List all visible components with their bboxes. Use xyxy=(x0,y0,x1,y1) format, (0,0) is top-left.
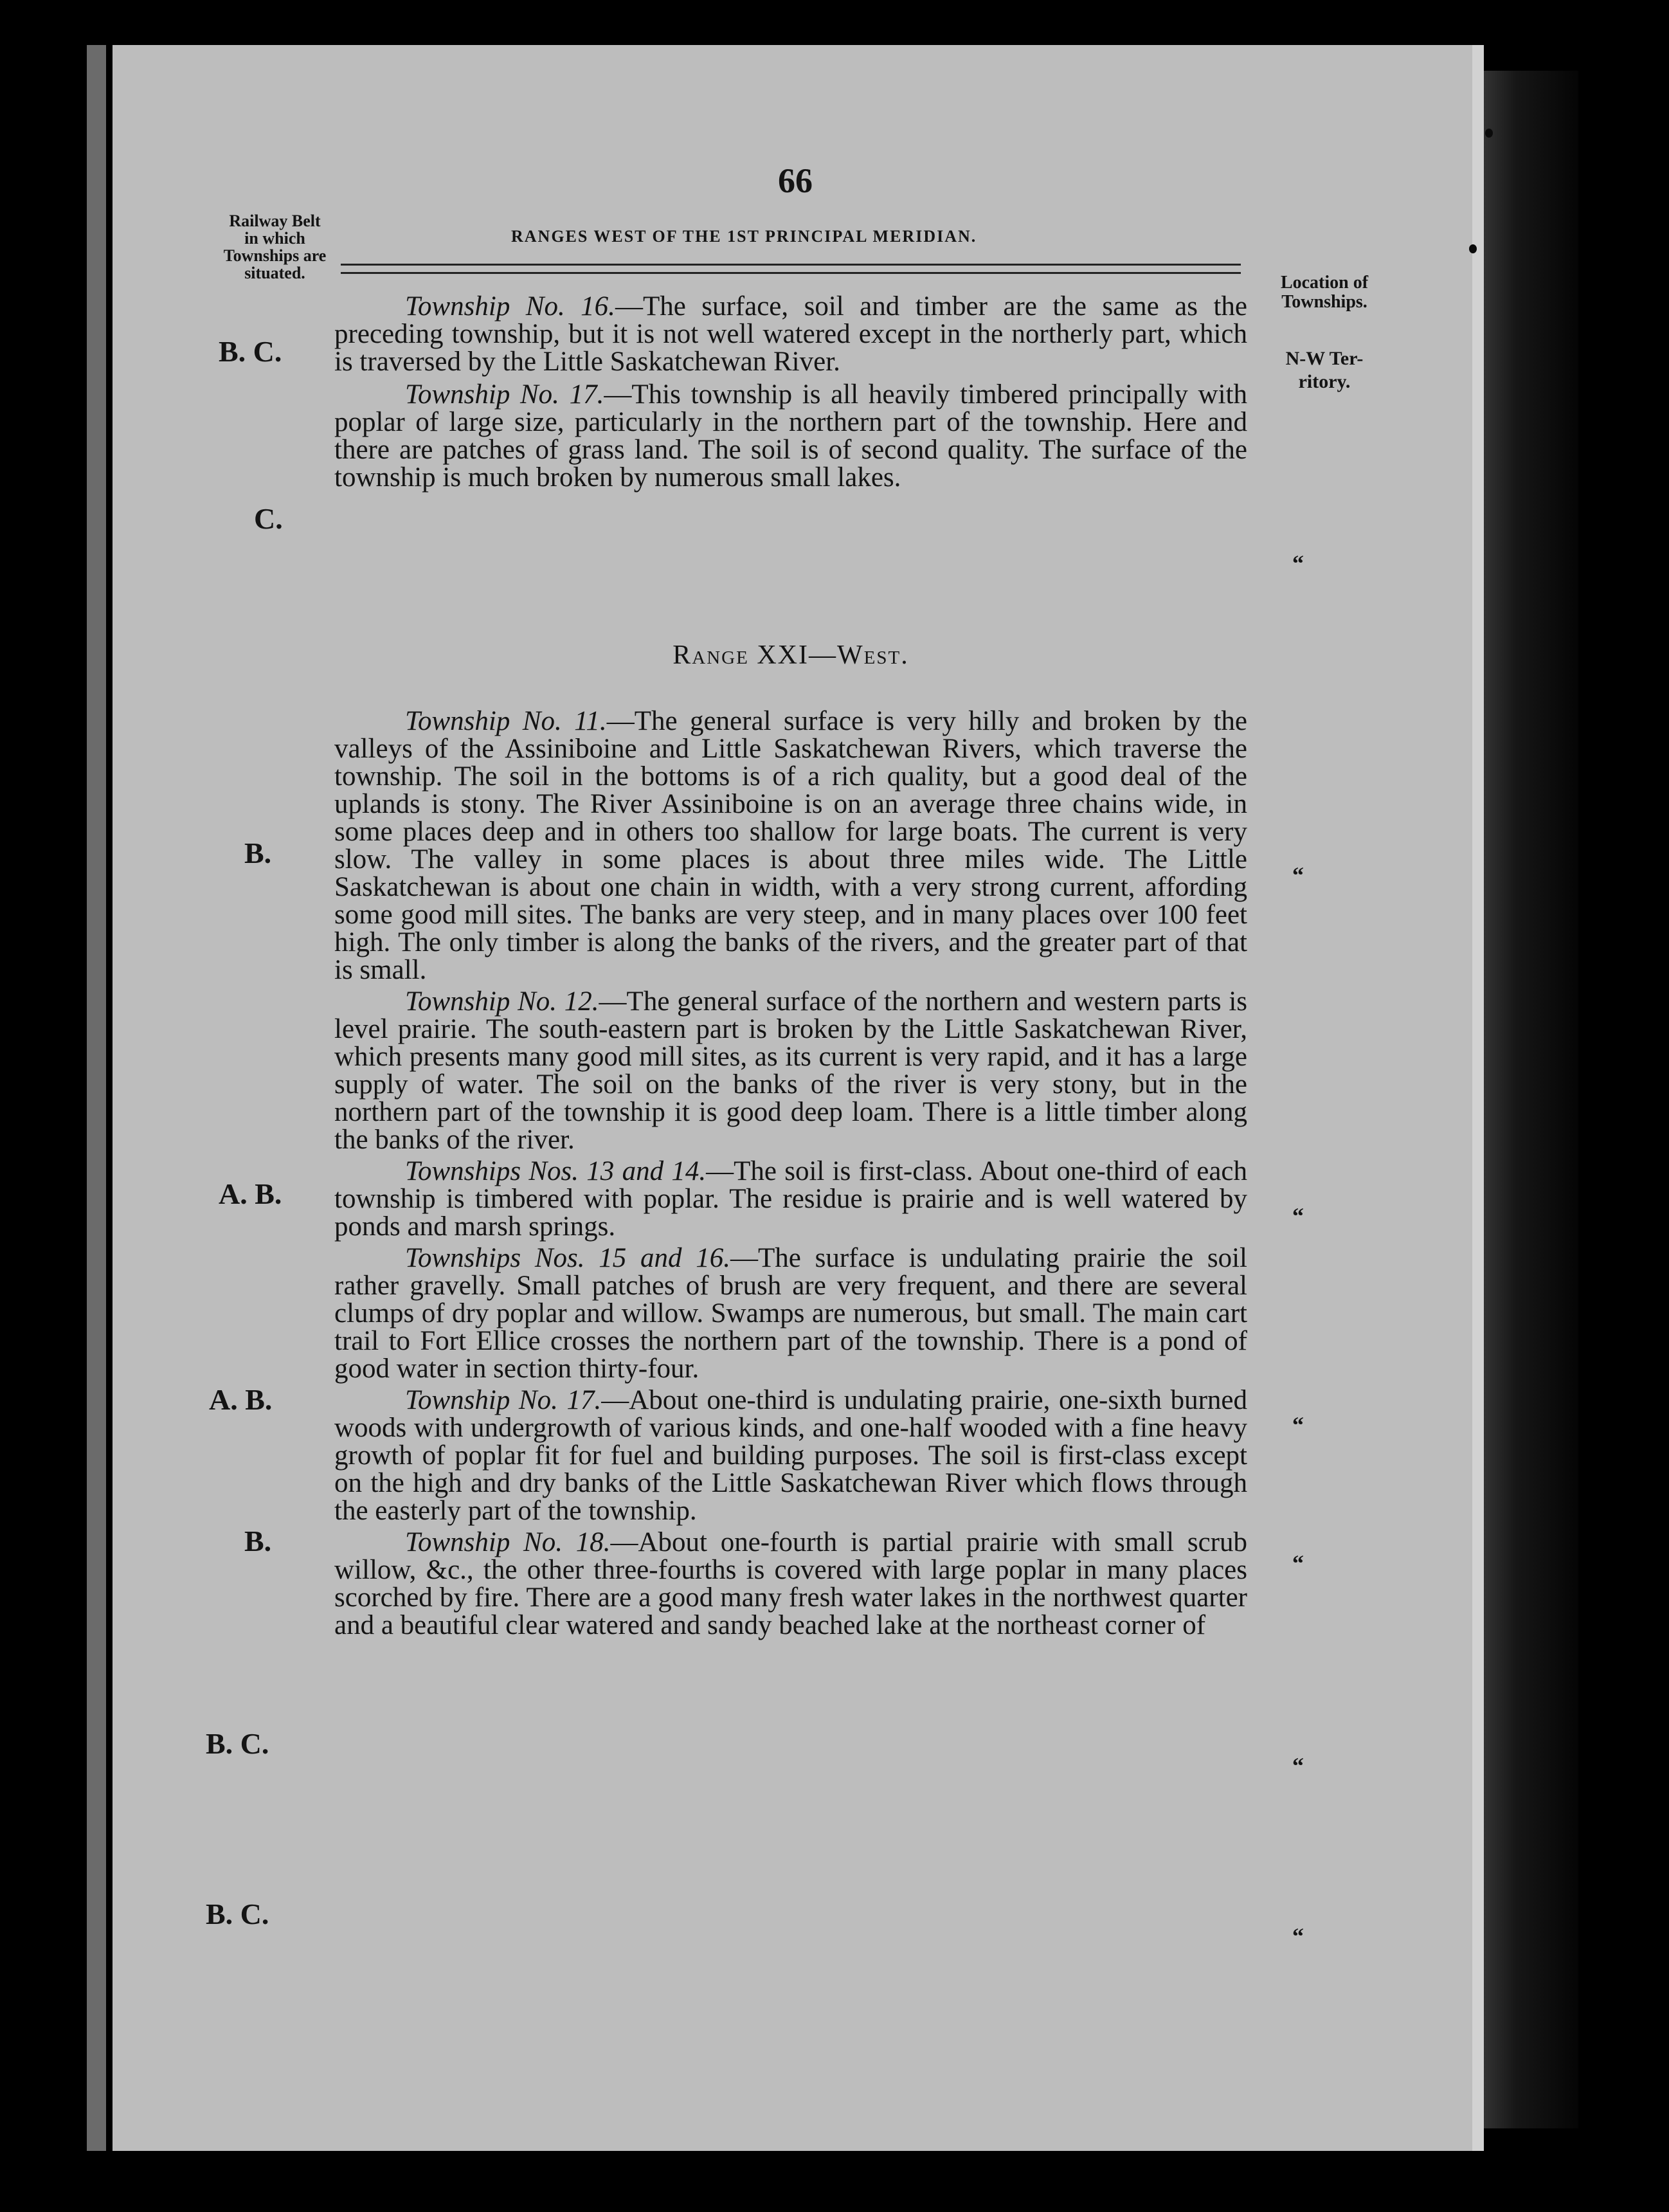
left-head-line: Railway Belt xyxy=(229,212,321,230)
left-head-line: in which xyxy=(244,229,305,248)
entry-text: —The general surface is very hilly and broken by the valleys of the Assiniboine and Little Saskatchewan Rivers, which traverse the township. The soil in the bottoms is of a rich quality, but a good deal of the uplands is stony. The River Assiniboine is on an average three chains wide, in some places deep and in others too shallow for large boats. The current is very slow. The valley in some places is about three miles wide. The Little Saskatchewan is about one chain in width, with a very strong current, affording some good mill sites. The banks are very steep, and in many places over 100 feet high. The only timber is along the banks of the rivers, and the greater part of that is small. xyxy=(334,706,1247,985)
location-mark: “ xyxy=(1292,1550,1304,1576)
scan-speck xyxy=(1469,244,1477,253)
location-mark: “ xyxy=(1292,1412,1304,1438)
running-header: RANGES WEST OF THE 1ST PRINCIPAL MERIDIAN. xyxy=(511,227,977,246)
class-mark: B. C. xyxy=(206,1898,269,1930)
entry-text: —The soil is first-class. About one-third of each township is timbered with poplar. The residue is prairie and is well watered by ponds and marsh springs. xyxy=(334,1156,1247,1242)
region-label-line: N-W Ter- xyxy=(1285,348,1364,369)
entry-paragraph xyxy=(334,1386,1247,1525)
entry-paragraph xyxy=(334,988,1247,1154)
right-column-head xyxy=(1254,273,1395,312)
class-mark: A. B. xyxy=(219,1177,282,1210)
entry-text: —The surface is undulating prairie the soil rather gravelly. Small patches of brush are very frequent, and there are several clumps of dry poplar and willow. Swamps are numerous, but small. The main cart trail to Fort Ellice crosses the northern part of the township. There is a pond of good water in section thirty-four. xyxy=(334,1243,1248,1384)
class-mark: B. C. xyxy=(219,335,282,368)
left-head-line: situated. xyxy=(244,264,305,282)
entry-text: —About one-fourth is partial prairie with small scrub willow, &c., the other three-fourths is covered with large poplar in many places scorched by fire. There are a good many fresh water lakes in the northwest quarter and a beautiful clear watered and sandy beached lake at the northeast corner of xyxy=(334,1527,1247,1640)
range-heading-main: Range XXI xyxy=(672,640,809,670)
entry-label: Township No. 18. xyxy=(405,1527,611,1557)
entry-block-range xyxy=(334,707,1247,1639)
page-edge-shadow xyxy=(1475,71,1578,2128)
class-mark: B. xyxy=(244,837,272,869)
left-head-line: Townships are xyxy=(223,246,327,265)
book-spine xyxy=(87,45,106,2151)
entry-paragraph xyxy=(334,381,1247,491)
region-label-line: ritory. xyxy=(1298,371,1351,392)
right-head-line: Townships. xyxy=(1281,292,1367,312)
class-mark: C. xyxy=(254,502,283,535)
range-heading-suffix: West. xyxy=(837,640,909,670)
location-mark: “ xyxy=(1292,862,1304,888)
header-rule xyxy=(341,264,1241,274)
scan-speck xyxy=(1485,129,1493,138)
entry-paragraph xyxy=(334,1244,1247,1382)
entry-label: Township No. 11. xyxy=(405,706,607,736)
entry-text: —This township is all heavily timbered principally with poplar of large size, particularly in the northern part of the township. Here and there are patches of grass land. The soil is of second quality. The surface of the township is much broken by numerous small lakes. xyxy=(334,379,1248,493)
entry-block-top xyxy=(334,293,1247,491)
region-label xyxy=(1254,347,1395,394)
class-mark: A. B. xyxy=(209,1383,273,1416)
location-mark: “ xyxy=(1292,1203,1304,1229)
entry-paragraph xyxy=(334,707,1247,984)
entry-paragraph xyxy=(334,1157,1247,1240)
entry-label: Townships Nos. 13 and 14. xyxy=(405,1156,707,1186)
class-mark: B. C. xyxy=(206,1727,269,1760)
range-heading: Range XXI—West. xyxy=(672,640,909,670)
location-mark: “ xyxy=(1292,1753,1304,1779)
entry-text: —The surface, soil and timber are the same as the preceding township, but it is not well watered except in the northerly part, which is traversed by the Little Saskatchewan River. xyxy=(334,291,1247,377)
entry-paragraph xyxy=(334,293,1247,376)
right-head-line: Location of xyxy=(1280,273,1369,293)
left-column-head xyxy=(193,212,357,282)
entry-label: Township No. 12. xyxy=(405,986,599,1017)
entry-text: —The general surface of the northern and western parts is level prairie. The south-eastern part is broken by the Little Saskatchewan River, which presents many good mill sites, as its current is very rapid, and it has a large supply of water. The soil on the banks of the river is very stony, but in the northern part of the township it is good deep loam. There is a little timber along the banks of the river. xyxy=(334,986,1248,1155)
entry-label: Township No. 17. xyxy=(405,379,604,410)
entry-text: —About one-third is undulating prairie, one-sixth burned woods with undergrowth of various kinds, and one-half wooded with a fine heavy growth of poplar fit for fuel and building purposes. The soil is first-class except on the high and dry banks of the Little Saskatchewan River which flows through the easterly part of the township. xyxy=(334,1385,1247,1526)
class-mark: B. xyxy=(244,1525,272,1557)
entry-label: Township No. 16. xyxy=(405,291,615,322)
entry-label: Township No. 17. xyxy=(405,1385,602,1415)
location-mark: “ xyxy=(1292,550,1304,576)
location-mark: “ xyxy=(1292,1923,1304,1949)
entry-paragraph xyxy=(334,1528,1247,1639)
page-number: 66 xyxy=(778,161,813,200)
entry-label: Townships Nos. 15 and 16. xyxy=(405,1243,731,1273)
